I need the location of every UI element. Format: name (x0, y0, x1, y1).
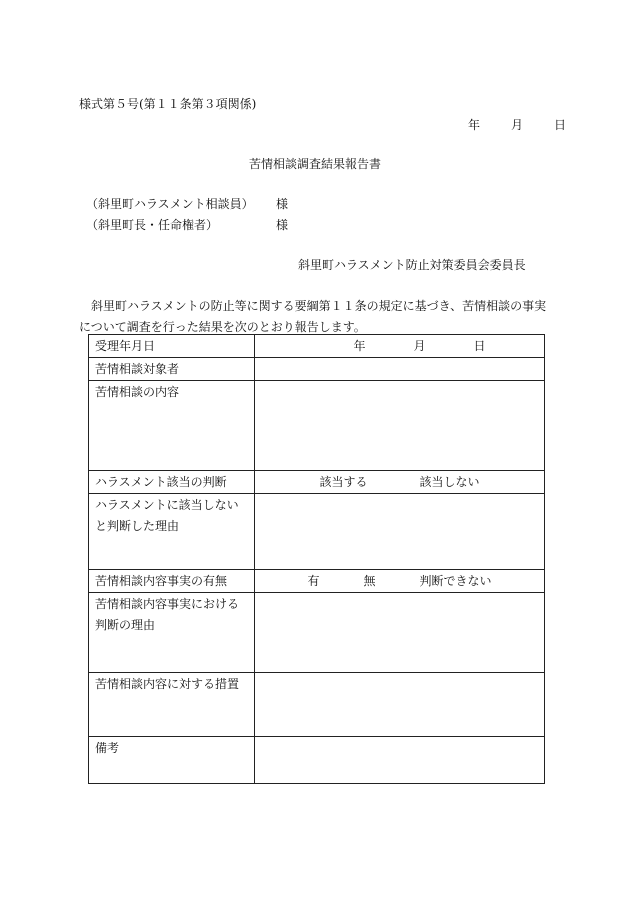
recipient-name: （斜里町ハラスメント相談員） (86, 197, 254, 211)
table-row (89, 593, 545, 673)
option-applicable[interactable]: 該当する (319, 475, 368, 489)
date-month: 月 (511, 118, 524, 132)
table-row (89, 335, 545, 358)
row-label: ハラスメント該当の判断 (89, 471, 255, 494)
option-yes[interactable]: 有 (307, 574, 320, 588)
row-label: 苦情相談の内容 (89, 381, 255, 471)
report-table (88, 334, 545, 784)
document-title: 苦情相談調査結果報告書 (248, 157, 381, 171)
judgement-options (261, 472, 538, 493)
table-row (89, 737, 545, 784)
option-not-applicable[interactable]: 該当しない (419, 475, 480, 489)
row-label: 苦情相談内容に対する措置 (89, 673, 255, 737)
row-label: 苦情相談内容事実における判断の理由 (89, 593, 255, 673)
option-month: 月 (413, 339, 426, 353)
recipient-honorific: 様 (276, 218, 289, 232)
body-text: 斜里町ハラスメントの防止等に関する要綱第１１条の規定に基づき、苦情相談の事実について調査を行った結果を次のとおり報告します。 (79, 299, 547, 334)
option-undetermined[interactable]: 判断できない (419, 574, 492, 588)
row-value[interactable] (255, 471, 545, 494)
option-year: 年 (353, 339, 366, 353)
row-value[interactable] (255, 593, 545, 673)
date-options (261, 336, 538, 357)
date-day: 日 (554, 118, 567, 132)
row-label: ハラスメントに該当しないと判断した理由 (89, 494, 255, 570)
table-row (89, 494, 545, 570)
option-day: 日 (473, 339, 486, 353)
row-value[interactable] (255, 358, 545, 381)
row-label: 苦情相談対象者 (89, 358, 255, 381)
fact-options (261, 571, 538, 592)
recipient-honorific: 様 (276, 197, 289, 211)
table-row (89, 570, 545, 593)
reporter-name: 斜里町ハラスメント防止対策委員会委員長 (298, 258, 526, 272)
form-number: 様式第５号(第１１条第３項関係) (79, 97, 257, 111)
row-value[interactable] (255, 737, 545, 784)
table-row (89, 471, 545, 494)
row-value[interactable] (255, 381, 545, 471)
report-date (468, 119, 566, 131)
table-row (89, 673, 545, 737)
row-label: 備考 (89, 737, 255, 784)
row-value[interactable] (255, 494, 545, 570)
table-row (89, 381, 545, 471)
row-label: 受理年月日 (89, 335, 255, 358)
table-row (89, 358, 545, 381)
row-value[interactable] (255, 335, 545, 358)
row-label: 苦情相談内容事実の有無 (89, 570, 255, 593)
row-value[interactable] (255, 673, 545, 737)
row-value[interactable] (255, 570, 545, 593)
option-no[interactable]: 無 (363, 574, 376, 588)
recipient-name: （斜里町長・任命権者） (86, 218, 219, 232)
date-year: 年 (468, 118, 481, 132)
